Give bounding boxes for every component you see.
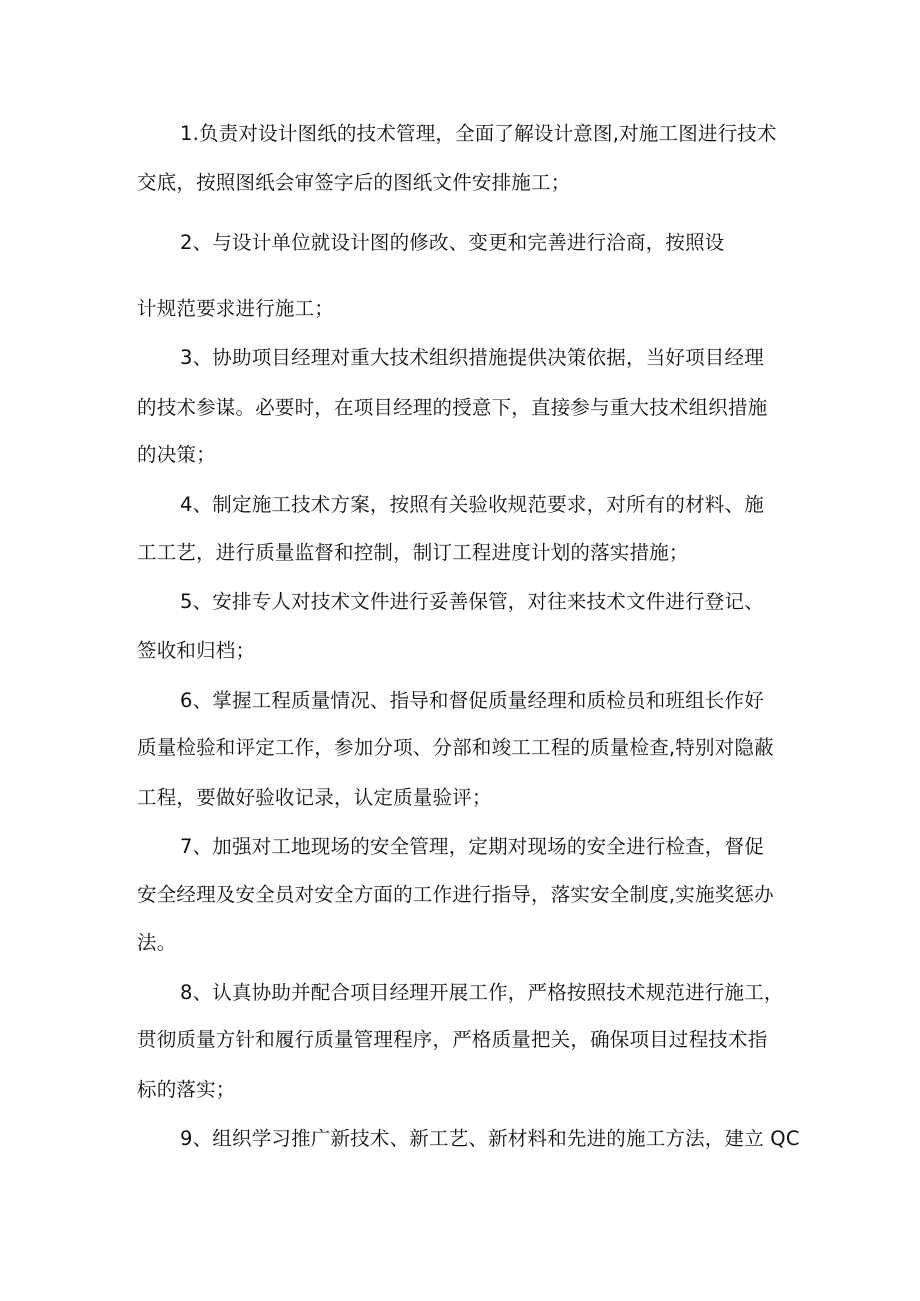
paragraph-7-line-1: 7、加强对工地现场的安全管理，定期对现场的安全进行检查，督促 [180,835,764,858]
paragraph-8-line-1: 8、认真协助并配合项目经理开展工作，严格按照技术规范进行施工， [180,981,784,1004]
paragraph-6-line-2: 质量检验和评定工作，参加分项、分部和竣工工程的质量检查,特别对隐蔽 [137,736,774,759]
paragraph-4-line-1: 4、制定施工技术方案，按照有关验收规范要求，对所有的材料、施 [180,493,764,516]
paragraph-5-line-2: 签收和归档； [137,639,256,662]
paragraph-3-line-2: 的技术参谋。必要时，在项目经理的授意下，直接参与重大技术组织措施 [137,396,768,419]
paragraph-8-line-2: 贯彻质量方针和履行质量管理程序，严格质量把关，确保项目过程技术指 [137,1028,768,1051]
paragraph-5-line-1: 5、安排专人对技术文件进行妥善保管，对往来技术文件进行登记、 [180,590,764,613]
paragraph-6-line-1: 6、掌握工程质量情况、指导和督促质量经理和质检员和班组长作好 [180,689,764,712]
paragraph-9-line-1: 9、组织学习推广新技术、新工艺、新材料和先进的施工方法，建立 QC [180,1127,800,1150]
paragraph-3-line-3: 的决策； [137,443,216,466]
paragraph-8-line-3: 标的落实； [137,1078,236,1101]
paragraph-6-line-3: 工程，要做好验收记录，认定质量验评； [137,786,492,809]
paragraph-3-line-1: 3、协助项目经理对重大技术组织措施提供决策依据，当好项目经理 [180,346,764,369]
paragraph-2-continuation: 计规范要求进行施工； [137,297,335,320]
paragraph-7-line-2: 安全经理及安全员对安全方面的工作进行指导，落实安全制度,实施奖惩办 [137,883,774,906]
paragraph-2-line-1: 2、与设计单位就设计图的修改、变更和完善进行洽商，按照设 [180,231,725,254]
paragraph-1-line-1: 1.负责对设计图纸的技术管理，全面了解设计意图,对施工图进行技术 [180,122,777,145]
paragraph-1-line-2: 交底，按照图纸会审签字后的图纸文件安排施工； [137,171,571,194]
paragraph-4-line-2: 工工艺，进行质量监督和控制，制订工程进度计划的落实措施； [137,541,689,564]
paragraph-7-line-3: 法。 [137,931,177,954]
